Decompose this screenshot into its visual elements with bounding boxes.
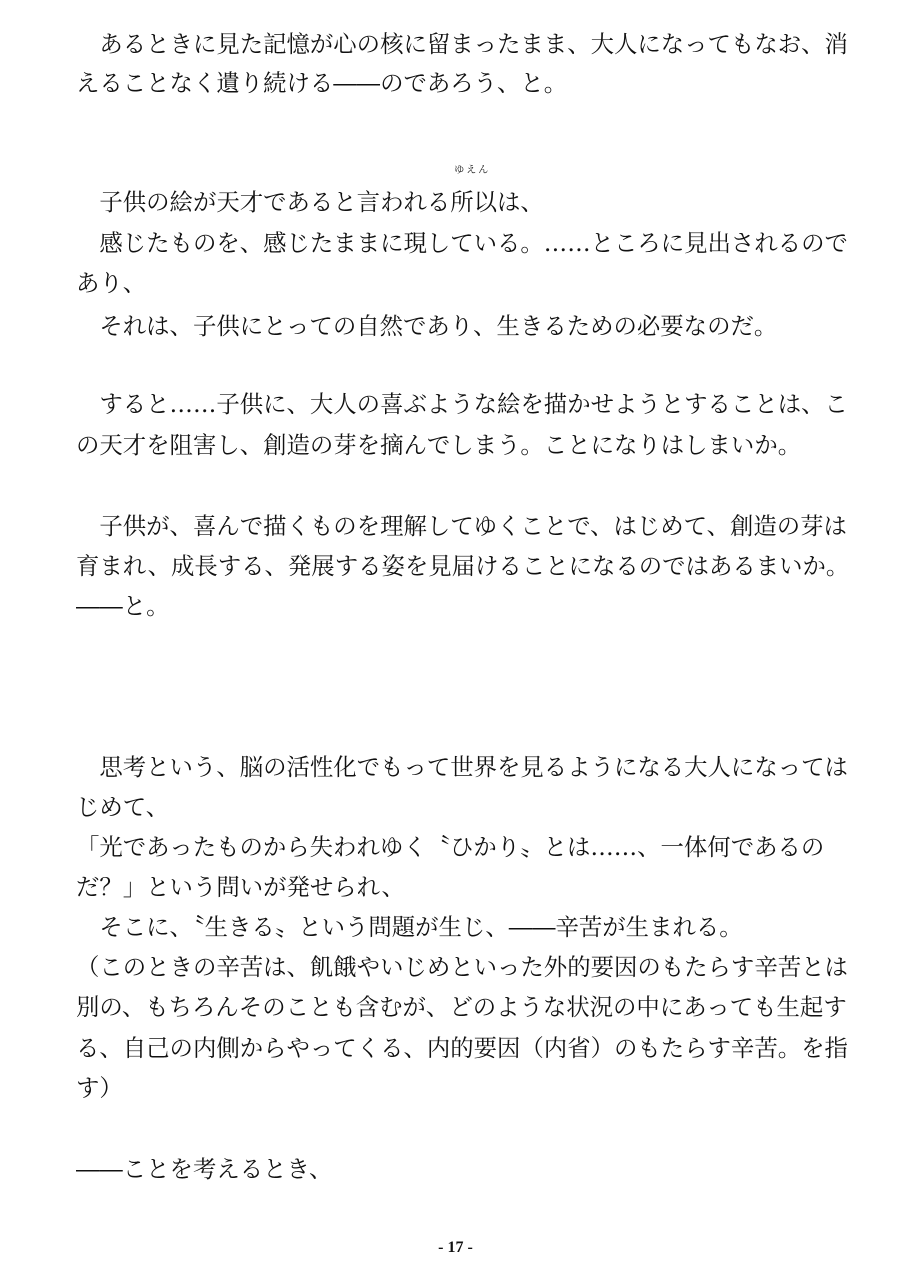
text-line <box>76 165 846 222</box>
text-line: あるときに見た記憶が心の核に留まったまま、大人になってもなお、消 <box>76 30 848 58</box>
text-line: すると……子供に、大人の喜ぶような絵を描かせようとすることは、こ <box>76 390 848 418</box>
page-number: - 17 - <box>438 1239 473 1256</box>
ruby-word <box>450 165 498 222</box>
text-line: ――と。 <box>76 592 170 620</box>
text-line: それは、子供にとっての自然であり、生きるための必要なのだ。 <box>76 312 778 340</box>
ruby-reading: ゆえん <box>454 165 491 176</box>
text-segment: は、 <box>497 188 544 216</box>
text-line: 感じたものを、感じたままに現している。……ところに見出されるので <box>76 229 848 257</box>
text-line: 「光であったものから失われゆく〝ひかり〟とは……、一体何であるの <box>76 833 825 861</box>
text-line: 育まれ、成長する、発展する姿を見届けることになるのではあるまいか。 <box>76 552 850 580</box>
text-line: 子供が、喜んで描くものを理解してゆくことで、はじめて、創造の芽は <box>76 512 847 540</box>
text-line: （このときの辛苦は、飢餓やいじめといった外的要因のもたらす辛苦とは <box>76 953 848 981</box>
text-line: じめて、 <box>76 793 170 821</box>
text-line: の天才を阻害し、創造の芽を摘んでしまう。ことになりはしまいか。 <box>76 431 802 459</box>
text-line: ――ことを考えるとき、 <box>76 1155 333 1183</box>
text-line: えることなく遺り続ける――のであろう、と。 <box>76 69 568 97</box>
text-line: す） <box>76 1074 123 1102</box>
text-line: る、自己の内側からやってくる、内的要因（内省）のもたらす辛苦。を指 <box>76 1034 848 1062</box>
text-line: だ？」という問いが発せられ、 <box>76 873 405 901</box>
text-line: あり、 <box>76 269 147 297</box>
text-segment: 子供の絵が天才であると言われる <box>76 188 451 216</box>
text-line: そこに、〝生きる〟という問題が生じ、――辛苦が生まれる。 <box>76 913 743 941</box>
text-line: 別の、もちろんそのことも含むが、どのような状況の中にあっても生起す <box>76 993 847 1021</box>
ruby-base: 所以 <box>450 188 498 216</box>
text-line: 思考という、脳の活性化でもって世界を見るようになる大人になっては <box>76 753 848 781</box>
